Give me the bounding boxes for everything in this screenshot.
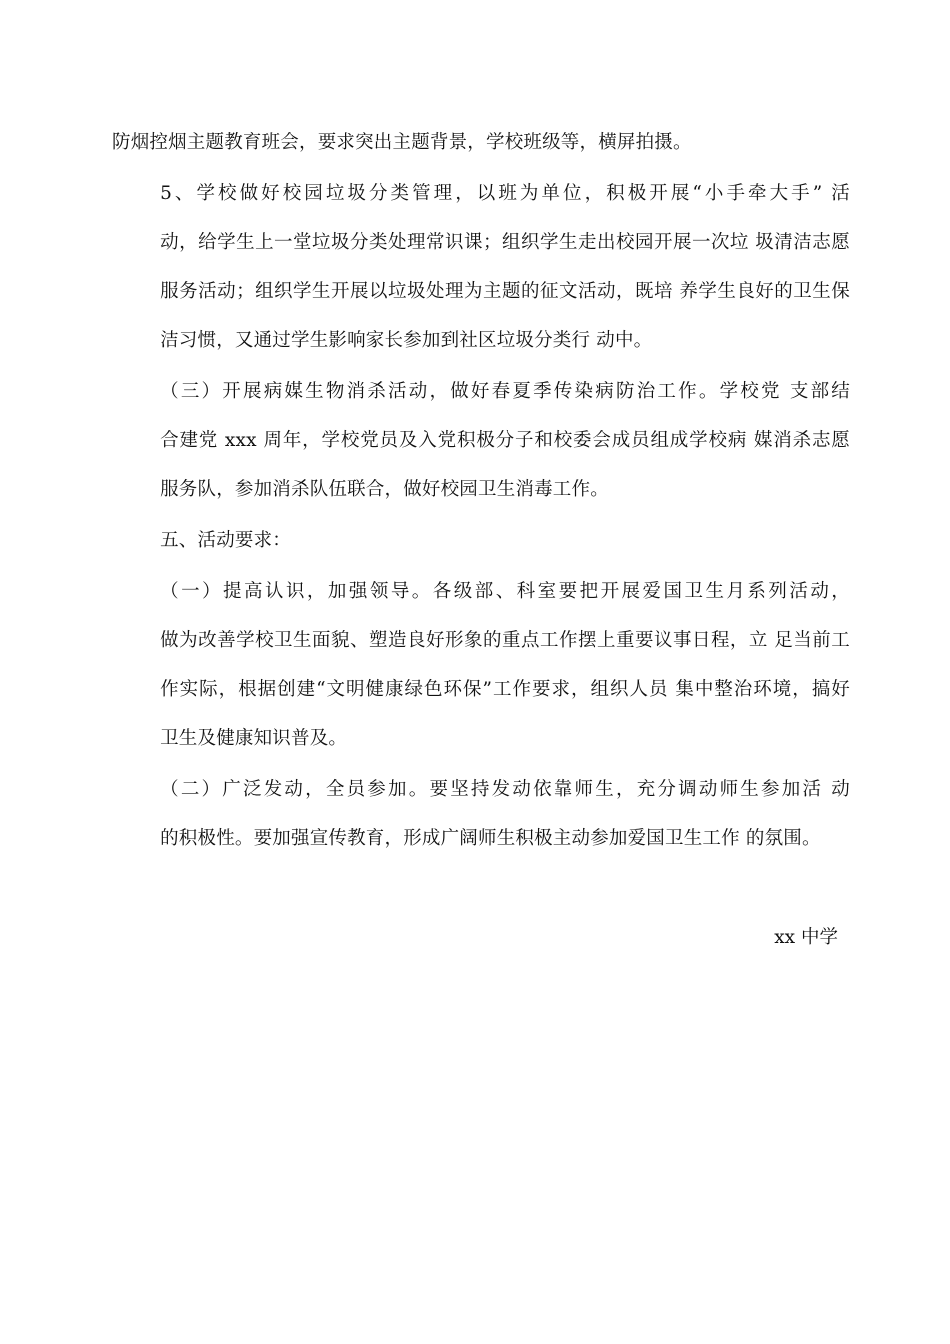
paragraph-line: （三）开展病媒生物消杀活动，做好春夏季传染病防治工作。学校党 支部结 <box>160 381 850 402</box>
signature: xx 中学 <box>774 927 838 948</box>
paragraph <box>112 169 850 365</box>
paragraph <box>112 367 850 514</box>
paragraph-line: 服务活动；组织学生开展以垃圾处理为主题的征文活动，既培 养学生良好的卫生保 <box>160 281 850 302</box>
paragraph <box>112 567 850 763</box>
paragraph <box>112 765 850 863</box>
paragraph-line: 服务队，参加消杀队伍联合，做好校园卫生消毒工作。 <box>160 479 609 500</box>
paragraph-line: 卫生及健康知识普及。 <box>160 728 348 749</box>
document-body <box>112 118 850 865</box>
paragraph-line: 动，给学生上一堂垃圾分类处理常识课；组织学生走出校园开展一次垃 圾清洁志愿 <box>160 232 850 253</box>
paragraph-line: （二）广泛发动，全员参加。要坚持发动依靠师生，充分调动师生参加活 动 <box>160 779 850 800</box>
paragraph-line: 五、活动要求： <box>160 530 291 551</box>
paragraph-line: 5、学校做好校园垃圾分类管理，以班为单位，积极开展“小手牵大手” 活 <box>160 183 850 204</box>
paragraph-line: 合建党 xxx 周年，学校党员及入党积极分子和校委会成员组成学校病 媒消杀志愿 <box>160 430 850 451</box>
paragraph-line: 作实际，根据创建“文明健康绿色环保”工作要求，组织人员 集中整治环境，搞好 <box>160 679 850 700</box>
paragraph-line: 防烟控烟主题教育班会，要求突出主题背景，学校班级等，横屏拍摄。 <box>112 132 692 153</box>
paragraph <box>112 516 850 565</box>
paragraph-line: （一）提高认识，加强领导。各级部、科室要把开展爱国卫生月系列活动， <box>160 581 850 602</box>
paragraph-line: 洁习惯，又通过学生影响家长参加到社区垃圾分类行 动中。 <box>160 330 653 351</box>
paragraph-line: 做为改善学校卫生面貌、塑造良好形象的重点工作摆上重要议事日程，立 足当前工 <box>160 630 850 651</box>
paragraph <box>112 118 850 167</box>
paragraph-line: 的积极性。要加强宣传教育，形成广阔师生积极主动参加爱国卫生工作 的氛围。 <box>160 828 821 849</box>
